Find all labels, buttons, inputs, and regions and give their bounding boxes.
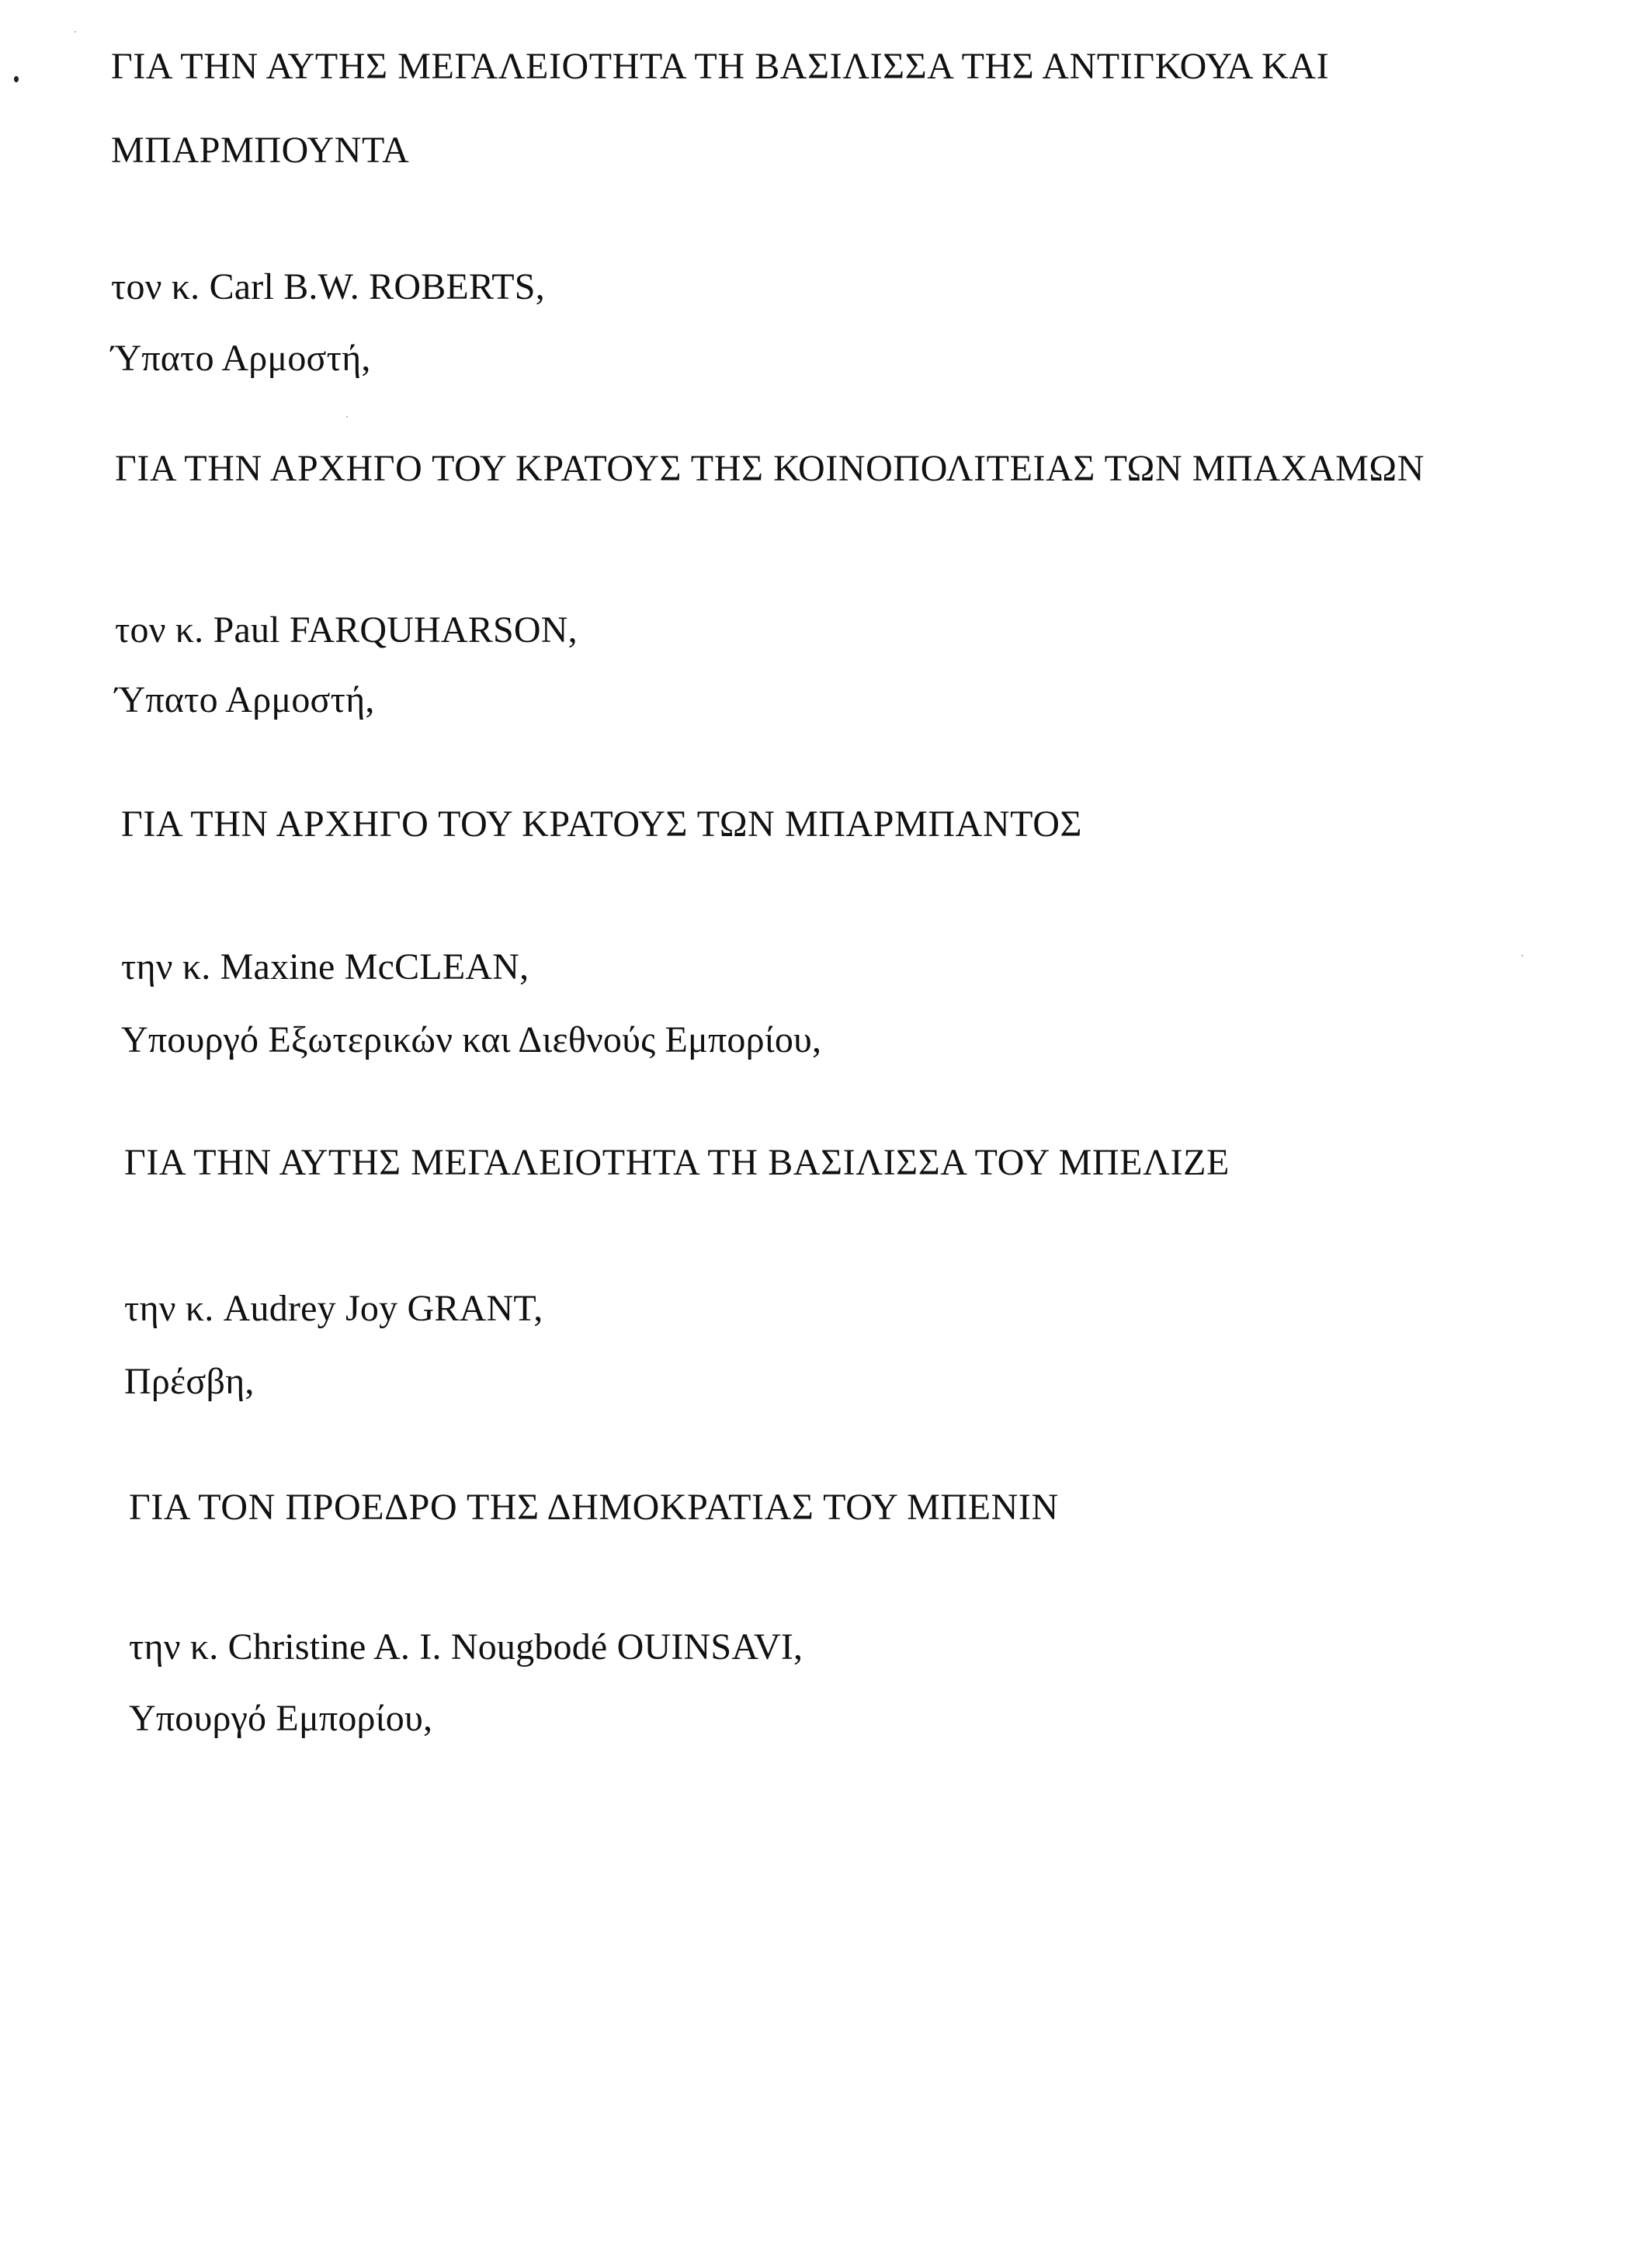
representative-title: Πρέσβη, [124, 1361, 255, 1402]
section-heading: ΓΙΑ ΤΗΝ ΑΥΤΗΣ ΜΕΓΑΛΕΙΟΤΗΤΑ ΤΗ ΒΑΣΙΛΙΣΣΑ ΤΟΥ ΜΠΕΛΙΖΕ [124, 1142, 1230, 1183]
section-heading: ΓΙΑ ΤΟΝ ΠΡΟΕΔΡΟ ΤΗΣ ΔΗΜΟΚΡΑΤΙΑΣ ΤΟΥ ΜΠΕΝΙΝ [129, 1487, 1059, 1528]
representative-title: Ύπατο Αρμοστή, [111, 338, 371, 379]
scan-dust [346, 416, 348, 418]
representative-name: την κ. Maxine McCLEAN, [121, 946, 529, 987]
representative-name: την κ. Christine A. I. Nougbodé OUINSAVI, [129, 1626, 803, 1668]
representative-name: την κ. Audrey Joy GRANT, [124, 1288, 543, 1329]
section-heading: ΓΙΑ ΤΗΝ ΑΡΧΗΓΟ ΤΟΥ ΚΡΑΤΟΥΣ ΤΗΣ ΚΟΙΝΟΠΟΛΙΤΕΙΑΣ ΤΩΝ ΜΠΑΧΑΜΩΝ [115, 448, 1425, 489]
section-heading: ΓΙΑ ΤΗΝ ΑΡΧΗΓΟ ΤΟΥ ΚΡΑΤΟΥΣ ΤΩΝ ΜΠΑΡΜΠΑΝΤΟΣ [121, 803, 1082, 845]
representative-title: Ύπατο Αρμοστή, [115, 679, 375, 720]
representative-name: τον κ. Paul FARQUHARSON, [115, 609, 578, 651]
scan-dust [1522, 955, 1523, 956]
scan-dust [75, 31, 76, 33]
representative-name: τον κ. Carl B.W. ROBERTS, [111, 266, 545, 307]
scan-speck [14, 76, 19, 82]
section-heading-continued: ΜΠΑΡΜΠΟΥΝΤΑ [111, 130, 410, 171]
representative-title: Υπουργό Εμπορίου, [129, 1698, 433, 1739]
section-heading: ΓΙΑ ΤΗΝ ΑΥΤΗΣ ΜΕΓΑΛΕΙΟΤΗΤΑ ΤΗ ΒΑΣΙΛΙΣΣΑ ΤΗΣ ΑΝΤΙΓΚΟΥΑ ΚΑΙ [111, 46, 1330, 87]
representative-title: Υπουργό Εξωτερικών και Διεθνούς Εμπορίου, [121, 1019, 822, 1060]
